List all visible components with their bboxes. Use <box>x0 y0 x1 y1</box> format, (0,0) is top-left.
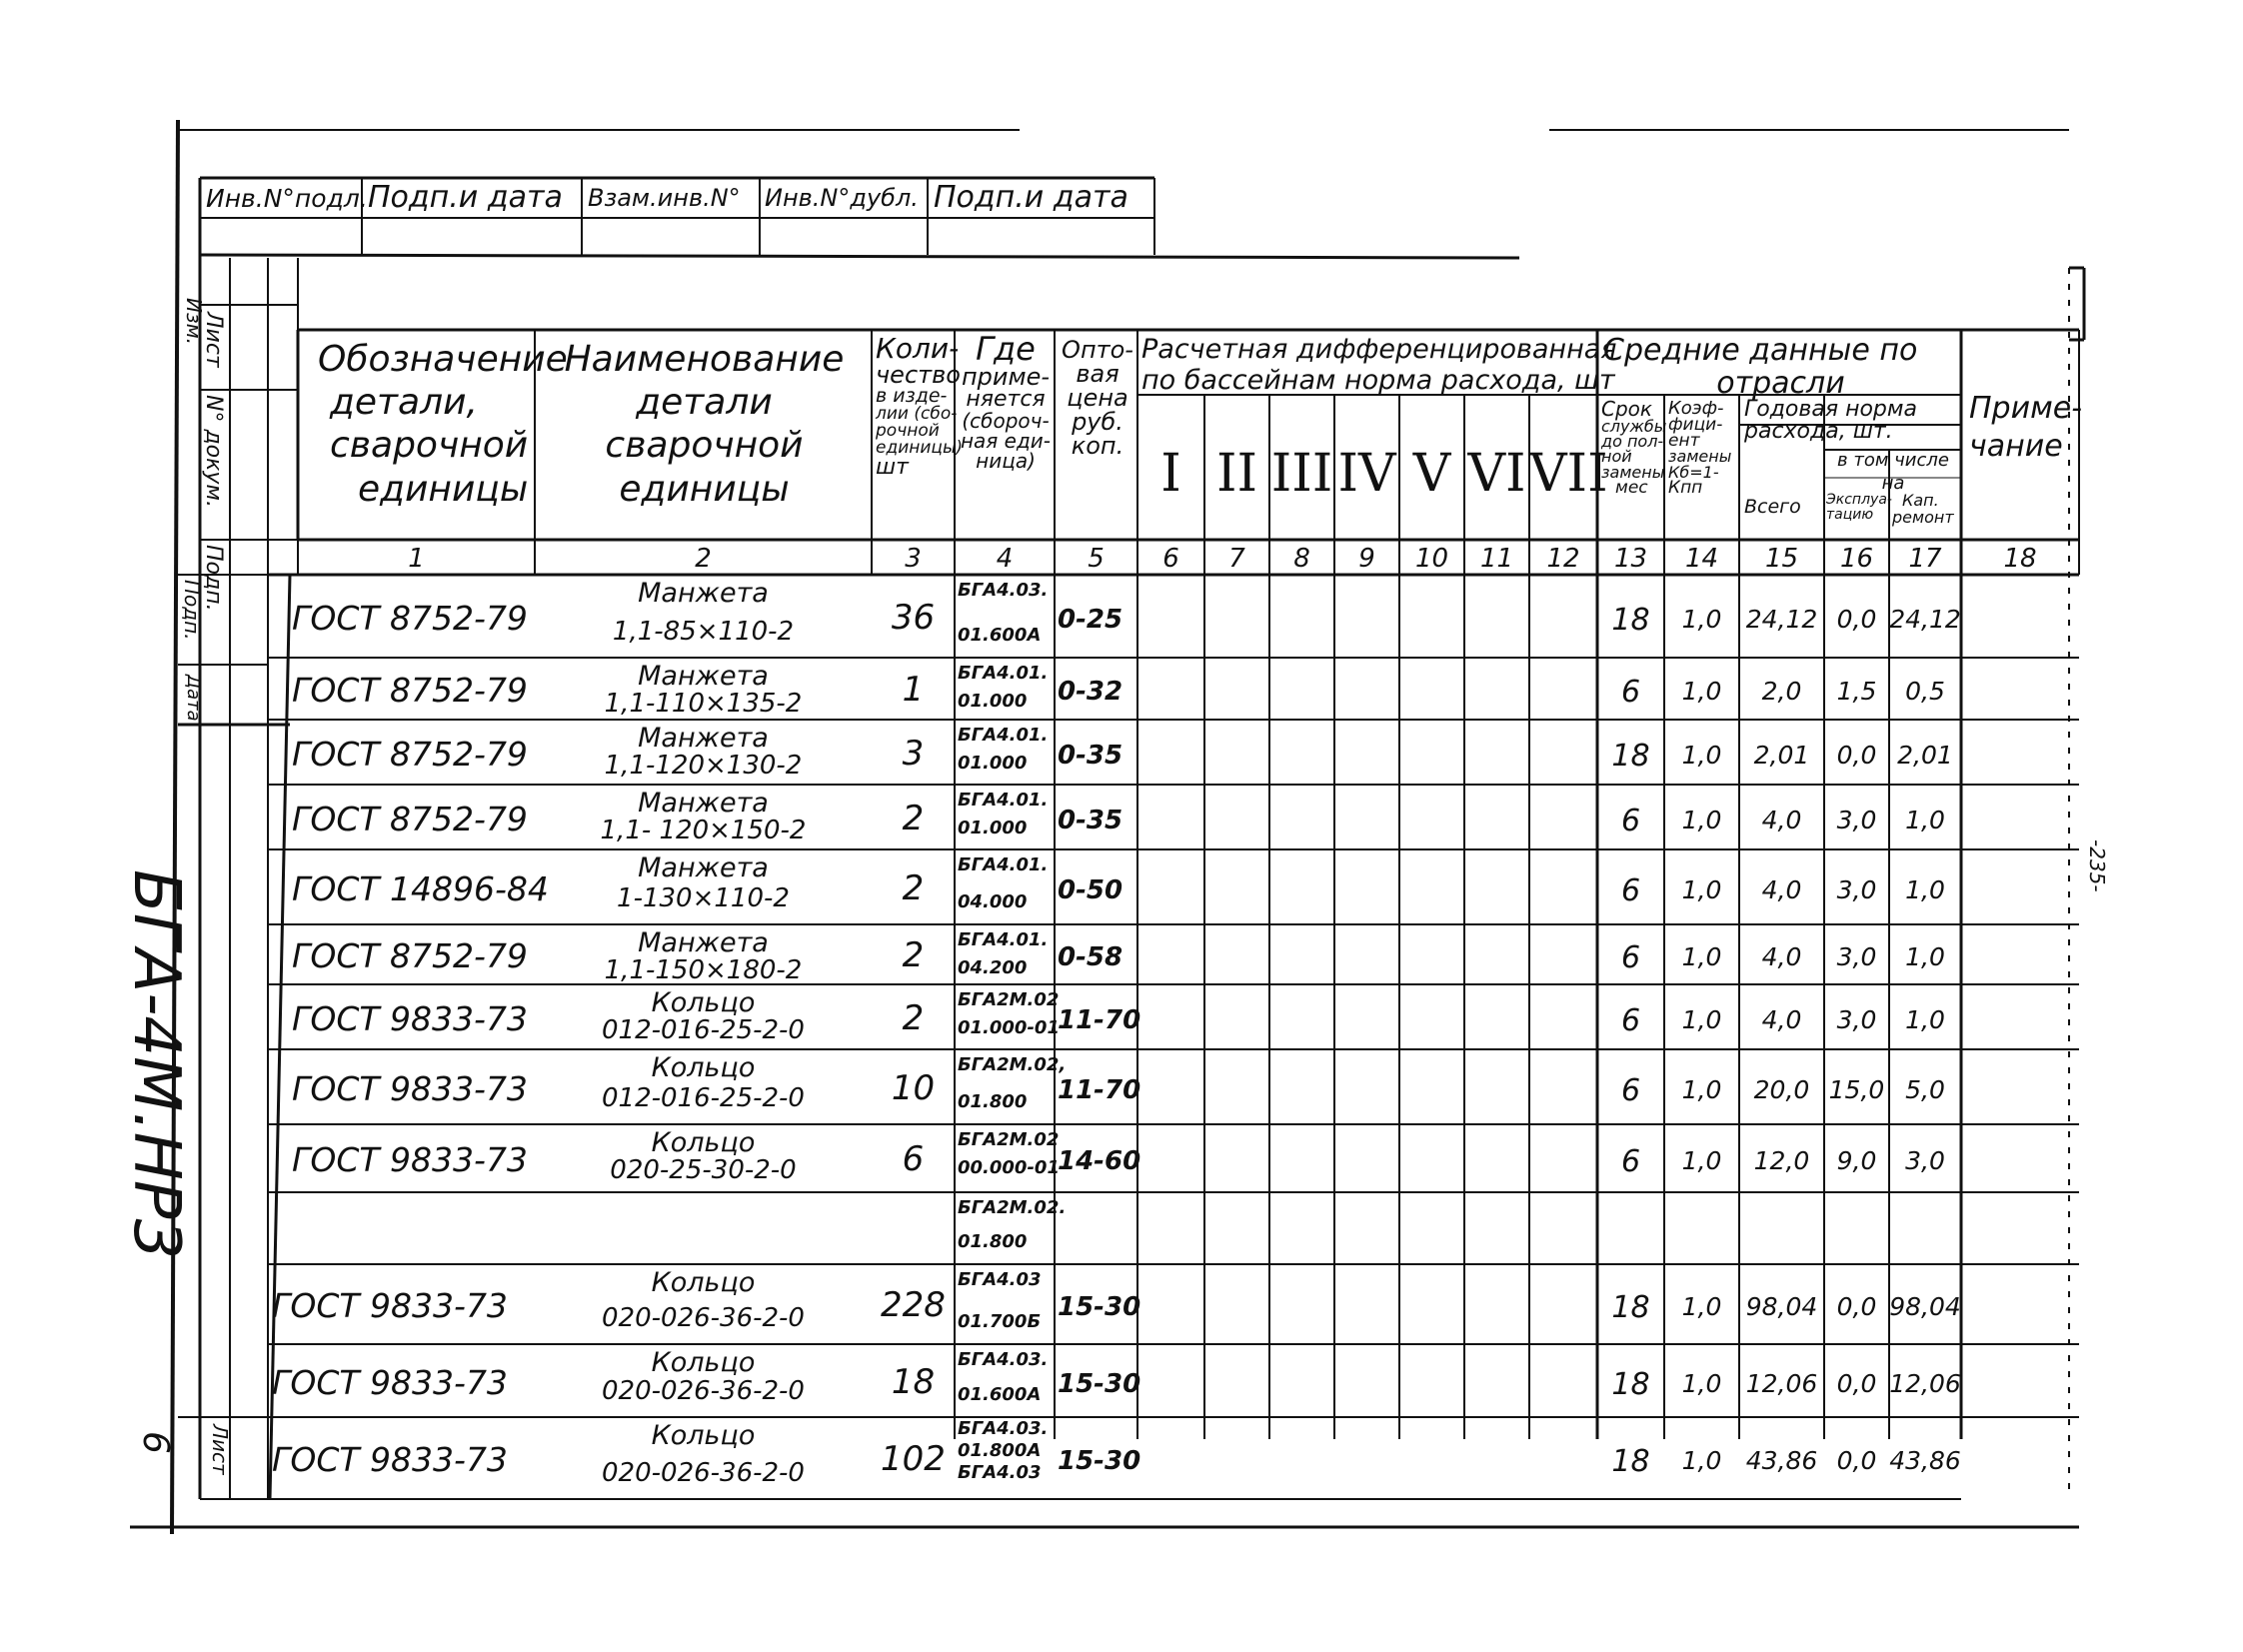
row-name-line2: 020-026-36-2-0 <box>602 1458 805 1488</box>
row-designation: ГОСТ 9833-73 <box>272 1362 508 1402</box>
row-price: 15-30 <box>1058 1368 1141 1399</box>
row-where-line2: 01.800А <box>958 1440 1042 1461</box>
header-text: чество <box>876 361 961 389</box>
row-price: 0-25 <box>1058 604 1123 635</box>
row-where-line2: 01.000 <box>958 753 1028 774</box>
row-service-life: 6 <box>1620 872 1641 908</box>
header-note <box>1969 390 2082 465</box>
header-text: единицы <box>619 468 790 510</box>
row-designation: ГОСТ 8752-79 <box>292 936 528 975</box>
header-text: Наименование <box>564 339 845 380</box>
row-name-line1: Манжета <box>638 723 769 754</box>
row-annual-exploit: 0,0 <box>1836 1292 1877 1321</box>
column-number-13: 13 <box>1613 544 1648 574</box>
header-text: вая <box>1076 360 1120 388</box>
header-coef <box>1668 400 1731 496</box>
row-annual-repair: 98,04 <box>1889 1292 1961 1321</box>
row-service-life: 6 <box>1620 1002 1641 1038</box>
row-annual-total: 12,06 <box>1745 1368 1818 1398</box>
row-annual-repair: 2,01 <box>1897 740 1953 770</box>
row-coef: 1,0 <box>1681 677 1722 706</box>
row-service-life: 6 <box>1620 675 1641 710</box>
header-text: тацию <box>1826 506 1874 523</box>
row-price: 14-60 <box>1058 1146 1141 1176</box>
row-qty: 2 <box>902 867 925 908</box>
header-text: детали <box>636 382 773 424</box>
row-annual-repair: 3,0 <box>1905 1146 1945 1175</box>
row-coef: 1,0 <box>1681 1004 1722 1034</box>
column-number-6: 6 <box>1162 544 1179 574</box>
row-price: 11-70 <box>1058 1004 1141 1035</box>
row-where-line2: 01.000 <box>958 691 1028 712</box>
header-service <box>1601 397 1667 498</box>
row-annual-exploit: 3,0 <box>1836 874 1877 904</box>
header-text: коп. <box>1071 432 1124 460</box>
header-text: Опто- <box>1062 336 1133 364</box>
side-list: Лист <box>201 312 226 368</box>
header-calc-norm <box>1141 334 1617 396</box>
row-where-line2: 01.800 <box>958 1231 1028 1252</box>
side-podp: Подп. <box>201 545 226 612</box>
column-number-10: 10 <box>1414 544 1449 574</box>
roman-col-8: III <box>1270 444 1333 504</box>
row-designation: ГОСТ 8752-79 <box>292 598 528 638</box>
row-price: 15-30 <box>1058 1446 1141 1476</box>
row-where-line2: 04.000 <box>958 891 1028 912</box>
row-name-line2: 1,1- 120×150-2 <box>600 816 807 845</box>
header-text: Средние данные по <box>1603 333 1918 368</box>
row-annual-total: 98,04 <box>1745 1292 1818 1321</box>
row-annual-total: 20,0 <box>1753 1074 1810 1104</box>
row-qty: 36 <box>891 597 936 638</box>
row-annual-total: 24,12 <box>1745 604 1818 634</box>
roman-col-7: II <box>1215 444 1258 504</box>
row-name-line1: Манжета <box>638 788 769 819</box>
column-number-1: 1 <box>408 544 425 574</box>
row-name-line1: Кольцо <box>651 987 756 1018</box>
header-text: няется <box>966 387 1046 412</box>
row-coef: 1,0 <box>1681 1292 1722 1321</box>
row-where-line1: БГА4.01. <box>958 790 1049 811</box>
header-text: лии (сбо- <box>876 404 958 424</box>
header-text: отрасли <box>1716 366 1845 401</box>
side-list-2: Лист <box>208 1424 232 1475</box>
column-number-11: 11 <box>1479 544 1514 574</box>
header-name <box>542 338 867 511</box>
row-where-line2: 01.800 <box>958 1091 1028 1112</box>
header-text: ница) <box>976 449 1036 473</box>
row-where-line1: БГА4.03 <box>958 1269 1042 1290</box>
row-name-line2: 020-25-30-2-0 <box>610 1155 797 1185</box>
row-service-life: 18 <box>1611 738 1650 774</box>
row-where-line2: 00.000-01 <box>958 1157 1060 1178</box>
page-mark: -235- <box>2085 839 2109 892</box>
row-name-line1: Манжета <box>638 661 769 692</box>
header-text: мес <box>1615 477 1648 498</box>
header-text: Срок <box>1601 397 1652 421</box>
row-annual-repair: 1,0 <box>1905 805 1945 834</box>
row-name-line2: 1-130×110-2 <box>617 883 790 913</box>
column-number-8: 8 <box>1293 544 1310 574</box>
row-annual-repair: 1,0 <box>1905 942 1945 971</box>
row-name-line2: 012-016-25-2-0 <box>602 1015 805 1045</box>
row-name-line2: 1,1-85×110-2 <box>612 617 795 647</box>
row-annual-exploit: 3,0 <box>1836 805 1877 834</box>
row-where-line2: 01.600А <box>958 625 1042 646</box>
row-annual-repair: 1,0 <box>1905 1004 1945 1034</box>
header-text: сварочной <box>330 425 529 467</box>
row-name-line2: 1,1-120×130-2 <box>604 751 803 781</box>
doc-code: БГА-4М.НР3 <box>119 869 193 1260</box>
header-text: в изде- <box>876 385 948 407</box>
row-name-line2: 012-016-25-2-0 <box>602 1083 805 1113</box>
header-text: Кб=1- <box>1668 462 1719 482</box>
header-text: Расчетная дифференцированная <box>1141 334 1617 365</box>
header-text: рочной <box>876 421 940 441</box>
header-text: Обозначение <box>318 339 568 380</box>
row-where-line2: 01.600А <box>958 1384 1042 1405</box>
row-annual-total: 2,0 <box>1761 677 1802 706</box>
column-number-2: 2 <box>695 544 712 574</box>
row-annual-exploit: 0,0 <box>1836 1446 1877 1475</box>
row-coef: 1,0 <box>1681 604 1722 634</box>
header-avg <box>1603 334 1958 400</box>
header-text: Коли- <box>876 332 960 365</box>
row-qty: 2 <box>902 798 925 838</box>
row-designation: ГОСТ 9833-73 <box>292 1140 528 1179</box>
row-designation: ГОСТ 9833-73 <box>272 1440 508 1479</box>
row-designation: ГОСТ 9833-73 <box>272 1286 508 1325</box>
roman-col-11: VI <box>1467 444 1526 504</box>
roman-col-10: V <box>1412 444 1451 504</box>
row-name-line1: Манжета <box>638 927 769 958</box>
row-where-line1: БГА4.01. <box>958 725 1049 746</box>
row-service-life: 6 <box>1620 803 1641 838</box>
row-qty: 6 <box>902 1139 925 1179</box>
side-n-dokum: N° докум. <box>201 395 226 509</box>
header-text: единицы) <box>876 438 964 458</box>
row-where-line1: БГА4.01. <box>958 854 1049 875</box>
row-name-line1: Манжета <box>638 578 769 609</box>
column-number-17: 17 <box>1908 544 1942 574</box>
row-where-line3: БГА4.03 <box>958 1462 1042 1483</box>
row-coef: 1,0 <box>1681 1368 1722 1398</box>
row-annual-exploit: 9,0 <box>1836 1146 1877 1175</box>
row-qty: 10 <box>891 1067 936 1108</box>
column-number-16: 16 <box>1839 544 1874 574</box>
roman-col-9: IV <box>1337 444 1396 504</box>
header-text: детали, <box>330 382 478 424</box>
header-text: цена <box>1067 384 1128 412</box>
row-price: 11-70 <box>1058 1074 1141 1105</box>
header-incl-na <box>1827 475 1959 493</box>
row-annual-exploit: 1,5 <box>1836 677 1877 706</box>
row-coef: 1,0 <box>1681 942 1722 971</box>
row-where-line1: БГА2М.02 <box>958 989 1060 1010</box>
row-annual-repair: 24,12 <box>1889 604 1961 634</box>
row-where-line1: БГА2М.02, <box>958 1054 1067 1075</box>
row-designation: ГОСТ 8752-79 <box>292 671 528 710</box>
row-annual-exploit: 0,0 <box>1836 604 1877 634</box>
row-annual-exploit: 0,0 <box>1836 740 1877 770</box>
row-qty: 18 <box>891 1361 936 1402</box>
header-text: службы <box>1601 417 1667 436</box>
header-text: Кпп <box>1668 477 1703 498</box>
header-text: ная еди- <box>960 429 1052 453</box>
row-qty: 228 <box>881 1285 946 1325</box>
row-annual-repair: 5,0 <box>1905 1074 1945 1104</box>
row-price: 15-30 <box>1058 1292 1141 1322</box>
row-designation: ГОСТ 14896-84 <box>292 868 549 908</box>
roman-col-12: VII <box>1529 444 1608 504</box>
row-price: 0-35 <box>1058 805 1123 835</box>
row-price: 0-32 <box>1058 677 1123 707</box>
row-qty: 2 <box>902 997 925 1038</box>
row-coef: 1,0 <box>1681 874 1722 904</box>
row-where-line2: 01.000-01 <box>958 1017 1060 1038</box>
row-name-line1: Манжета <box>638 852 769 883</box>
header-designation <box>318 338 568 511</box>
header-text: сварочной <box>605 425 804 467</box>
header-text: Эксплуа- <box>1826 492 1892 508</box>
header-text: ремонт <box>1892 507 1954 527</box>
row-annual-exploit: 3,0 <box>1836 942 1877 971</box>
header-total: Всего <box>1744 496 1801 518</box>
row-annual-exploit: 15,0 <box>1828 1074 1885 1104</box>
side-data: Дата <box>183 675 204 722</box>
row-coef: 1,0 <box>1681 1146 1722 1175</box>
row-where-line1: БГА4.03. <box>958 580 1049 601</box>
row-name-line1: Кольцо <box>651 1347 756 1378</box>
row-annual-total: 12,0 <box>1753 1146 1810 1175</box>
row-name-line1: Кольцо <box>651 1052 756 1083</box>
row-where-line1: БГА2М.02 <box>958 1129 1060 1150</box>
header-text: (сбороч- <box>962 409 1050 433</box>
row-where-line2: 01.700Б <box>958 1311 1042 1332</box>
stamp-inv-podl: Инв.N°подл. <box>206 184 368 213</box>
column-number-3: 3 <box>905 544 922 574</box>
row-name-line1: Кольцо <box>651 1420 756 1451</box>
header-text: фици- <box>1668 415 1723 436</box>
header-text: Коэф- <box>1668 398 1724 419</box>
row-where-line1: БГА4.01. <box>958 929 1049 950</box>
row-coef: 1,0 <box>1681 1446 1722 1475</box>
row-where-line1: БГА4.01. <box>958 663 1049 684</box>
row-annual-total: 4,0 <box>1761 805 1802 834</box>
row-price: 0-58 <box>1058 942 1123 972</box>
header-text: на <box>1881 473 1905 494</box>
header-text: Где <box>976 330 1036 368</box>
column-number-7: 7 <box>1228 544 1245 574</box>
row-annual-total: 2,01 <box>1753 740 1810 770</box>
side-izm: Изм. <box>182 298 206 346</box>
header-price <box>1060 338 1135 458</box>
row-price: 0-35 <box>1058 740 1123 771</box>
row-annual-total: 4,0 <box>1761 1004 1802 1034</box>
row-service-life: 18 <box>1611 1366 1650 1402</box>
header-text: руб. <box>1072 408 1123 436</box>
row-where-line2: 04.200 <box>958 957 1028 978</box>
header-text: по бассейнам норма расхода, шт <box>1141 365 1615 397</box>
sheet-number: 6 <box>135 1431 176 1454</box>
header-text: чание <box>1969 428 2063 464</box>
row-qty: 102 <box>881 1439 946 1479</box>
stamp-inv-dubl: Инв.N°дубл. <box>765 184 919 212</box>
header-repair <box>1892 493 1954 527</box>
row-name-line2: 020-026-36-2-0 <box>602 1376 805 1406</box>
header-text: приме- <box>961 363 1051 391</box>
stamp-podp-data-2: Подп.и дата <box>934 180 1128 215</box>
header-text: единицы <box>358 468 529 510</box>
row-coef: 1,0 <box>1681 805 1722 834</box>
row-annual-exploit: 3,0 <box>1836 1004 1877 1034</box>
row-annual-repair: 0,5 <box>1905 677 1945 706</box>
header-text: до пол- <box>1601 432 1664 452</box>
row-where-line1: БГА4.03. <box>958 1349 1049 1370</box>
stamp-vzam: Взам.инв.N° <box>588 184 741 212</box>
row-where-line2: 01.000 <box>958 818 1028 838</box>
row-service-life: 18 <box>1611 1444 1650 1479</box>
row-name-line2: 020-026-36-2-0 <box>602 1303 805 1333</box>
row-where-line1: БГА4.03. <box>958 1418 1049 1439</box>
column-number-18: 18 <box>2003 544 2037 574</box>
header-text: ной <box>1601 447 1632 467</box>
row-designation: ГОСТ 9833-73 <box>292 998 528 1038</box>
column-number-5: 5 <box>1088 544 1105 574</box>
column-number-12: 12 <box>1546 544 1580 574</box>
row-price: 0-50 <box>1058 874 1123 905</box>
row-service-life: 6 <box>1620 1072 1641 1108</box>
header-text: Приме- <box>1969 391 2083 426</box>
row-annual-repair: 43,86 <box>1889 1446 1961 1475</box>
row-annual-exploit: 0,0 <box>1836 1368 1877 1398</box>
header-text: замены <box>1668 447 1732 467</box>
row-coef: 1,0 <box>1681 1074 1722 1104</box>
row-annual-repair: 1,0 <box>1905 874 1945 904</box>
row-name-line2: 1,1-150×180-2 <box>604 955 803 985</box>
stamp-podp-data: Подп.и дата <box>368 180 563 215</box>
row-where-line1: БГА2М.02. <box>958 1197 1067 1218</box>
header-qty <box>876 332 964 480</box>
row-qty: 1 <box>902 670 925 710</box>
row-annual-total: 4,0 <box>1761 942 1802 971</box>
row-designation: ГОСТ 9833-73 <box>292 1068 528 1108</box>
column-number-14: 14 <box>1684 544 1719 574</box>
row-service-life: 18 <box>1611 1290 1650 1325</box>
column-number-4: 4 <box>996 544 1014 574</box>
header-where <box>960 330 1052 473</box>
header-text: расхода, шт. <box>1744 419 1893 444</box>
row-qty: 3 <box>902 733 925 774</box>
column-number-15: 15 <box>1764 544 1799 574</box>
header-text: в том числе <box>1837 450 1949 471</box>
header-text: замены <box>1601 462 1665 482</box>
row-qty: 2 <box>902 935 925 975</box>
row-name-line2: 1,1-110×135-2 <box>604 689 803 719</box>
row-annual-total: 4,0 <box>1761 874 1802 904</box>
row-name-line1: Кольцо <box>651 1127 756 1158</box>
side-podp-2: Подп. <box>180 580 204 641</box>
header-incl <box>1827 452 1959 470</box>
row-service-life: 6 <box>1620 1144 1641 1179</box>
row-designation: ГОСТ 8752-79 <box>292 734 528 774</box>
roman-col-6: I <box>1160 444 1181 504</box>
header-exploit <box>1826 493 1892 522</box>
header-text: шт <box>876 455 909 480</box>
row-coef: 1,0 <box>1681 740 1722 770</box>
row-service-life: 18 <box>1611 602 1650 638</box>
column-number-9: 9 <box>1358 544 1375 574</box>
row-designation: ГОСТ 8752-79 <box>292 799 528 838</box>
row-annual-total: 43,86 <box>1745 1446 1818 1475</box>
header-text: ент <box>1668 431 1700 452</box>
row-service-life: 6 <box>1620 940 1641 975</box>
header-text: Годовая норма <box>1744 397 1917 422</box>
header-text: Кап. <box>1902 491 1939 510</box>
header-annual <box>1744 399 1917 443</box>
row-name-line1: Кольцо <box>651 1267 756 1298</box>
row-annual-repair: 12,06 <box>1889 1368 1961 1398</box>
